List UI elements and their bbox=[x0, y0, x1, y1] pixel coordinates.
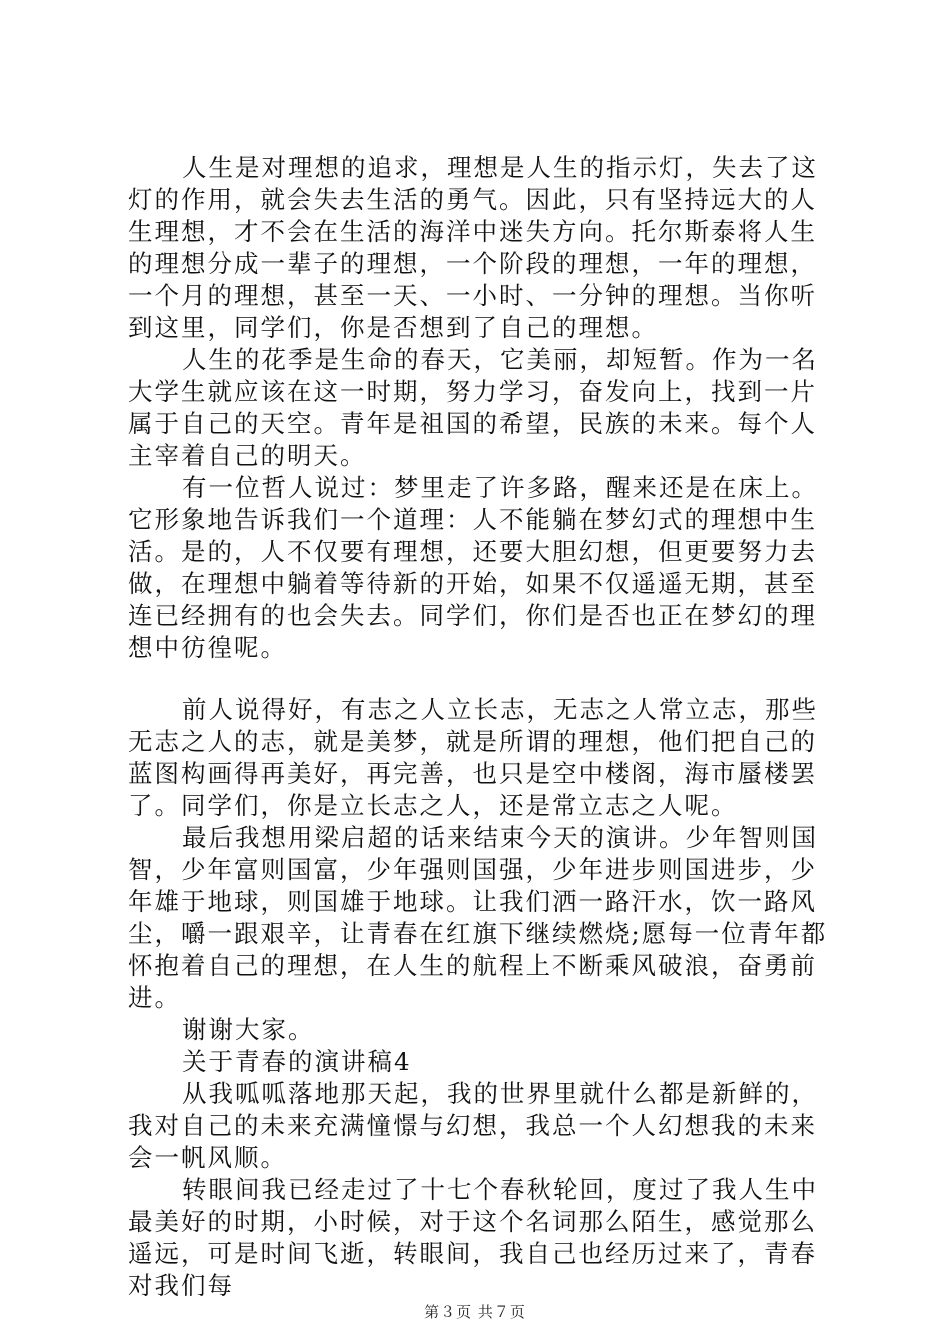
closing-thanks: 谢谢大家。 bbox=[182, 1015, 315, 1044]
paragraph-1: 人生是对理想的追求，理想是人生的指示灯，失去了这灯的作用，就会失去生活的勇气。因此，只有坚持远大的人生理想，才不会在生活的海洋中迷失方向。托尔斯泰将人生的理想分成一辈子的理想，一个阶段的理想，一年的理想，一个月的理想，甚至一天、一小时、一分钟的理想。当你听到这里，同学们，你是否想到了自己的理想。 bbox=[128, 153, 818, 342]
paragraph-7: 转眼间我已经走过了十七个春秋轮回，度过了我人生中最美好的时期，小时候，对于这个名词那么陌生，感觉那么遥远，可是时间飞逝，转眼间，我自己也经历过来了，青春对我们每 bbox=[128, 1175, 818, 1300]
paragraph-5: 最后我想用梁启超的话来结束今天的演讲。少年智则国智，少年富则国富，少年强则国强，少年进步则国进步，少年雄于地球，则国雄于地球。让我们洒一路汗水，饮一路风尘，嚼一跟艰辛，让青春在红旗下继续燃烧;愿每一位青年都怀抱着自己的理想，在人生的航程上不断乘风破浪，奋勇前进。 bbox=[128, 823, 828, 1012]
page-number-footer: 第３页 共７页 bbox=[424, 1303, 526, 1321]
document-body bbox=[128, 152, 834, 1302]
paragraph-gap bbox=[128, 664, 834, 694]
paragraph-2: 人生的花季是生命的春天，它美丽，却短暂。作为一名大学生就应该在这一时期，努力学习，奋发向上，找到一片属于自己的天空。青年是祖国的希望，民族的未来。每个人主宰着自己的明天。 bbox=[128, 345, 818, 470]
paragraph-4: 前人说得好，有志之人立长志，无志之人常立志，那些无志之人的志，就是美梦，就是所谓的理想，他们把自己的蓝图构画得再美好，再完善，也只是空中楼阁，海市蜃楼罢了。同学们，你是立长志之人，还是常立志之人呢。 bbox=[128, 695, 818, 820]
paragraph-6: 从我呱呱落地那天起，我的世界里就什么都是新鲜的，我对自己的未来充满憧憬与幻想，我总一个人幻想我的未来会一帆风顺。 bbox=[128, 1079, 818, 1172]
paragraph-3: 有一位哲人说过：梦里走了许多路，醒来还是在床上。它形象地告诉我们一个道理：人不能躺在梦幻式的理想中生活。是的，人不仅要有理想，还要大胆幻想，但更要努力去做，在理想中躺着等待新的开始，如果不仅遥遥无期，甚至连已经拥有的也会失去。同学们，你们是否也正在梦幻的理想中彷徨呢。 bbox=[128, 473, 818, 662]
section-heading: 关于青春的演讲稿4 bbox=[182, 1047, 412, 1076]
